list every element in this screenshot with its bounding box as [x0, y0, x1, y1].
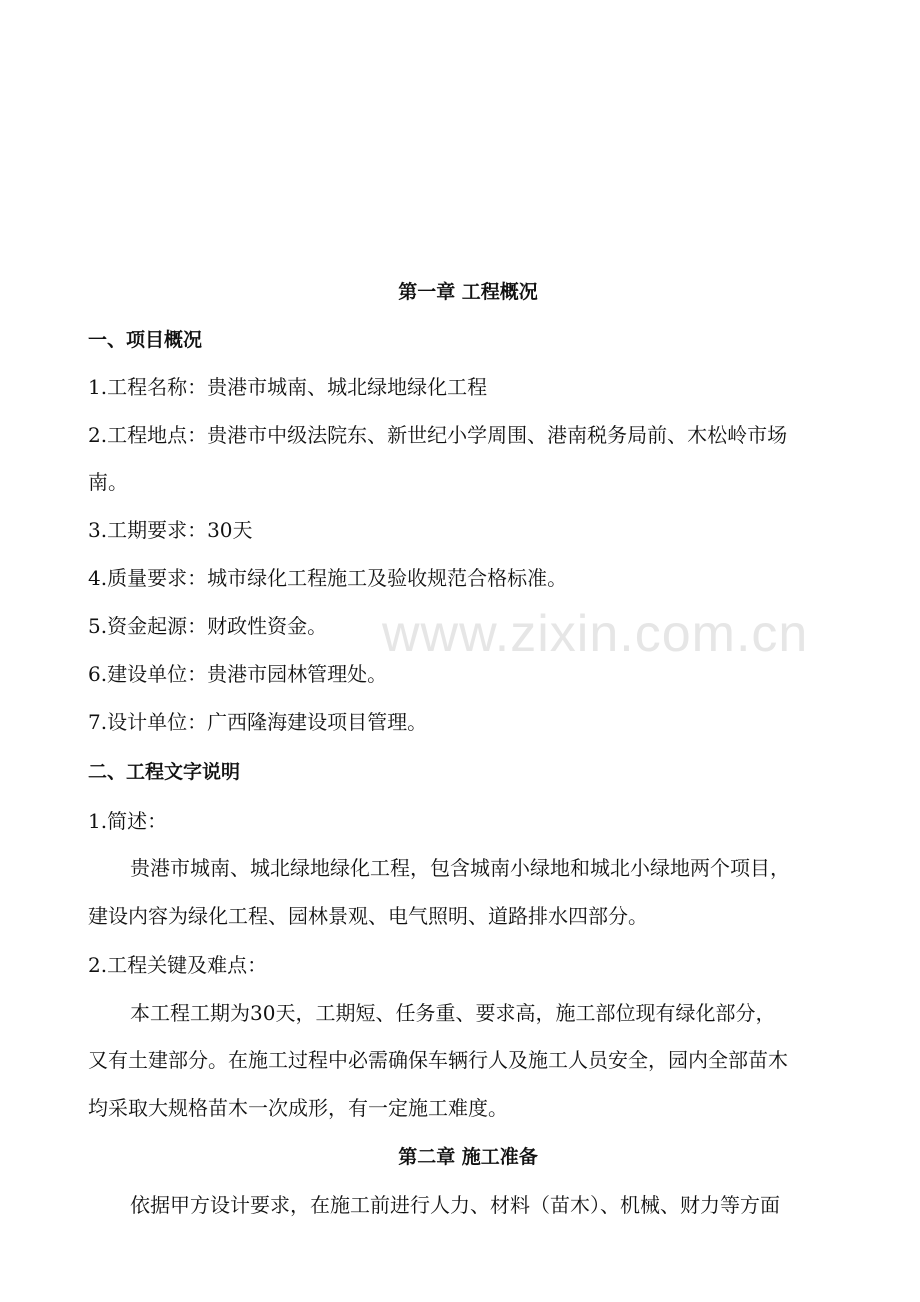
- key-points-line-1: 本工程工期为30天，工期短、任务重、要求高，施工部位现有绿化部分，: [130, 1001, 776, 1025]
- watermark: www.zixin.com.cn: [382, 605, 809, 663]
- item-owner: 6.建设单位：贵港市园林管理处。: [88, 662, 388, 686]
- chapter-2-line-1: 依据甲方设计要求，在施工前进行人力、材料（苗木）、机械、财力等方面: [130, 1193, 780, 1217]
- item-designer: 7.设计单位：广西隆海建设项目管理。: [88, 710, 428, 734]
- section-2-heading: 二、工程文字说明: [88, 761, 241, 783]
- item-quality: 4.质量要求：城市绿化工程施工及验收规范合格标准。: [88, 566, 568, 590]
- chapter-2-title: 第二章 施工准备: [398, 1146, 538, 1168]
- overview-line-2: 建设内容为绿化工程、园林景观、电气照明、道路排水四部分。: [88, 904, 648, 928]
- item-project-location: 2.工程地点：贵港市中级法院东、新世纪小学周围、港南税务局前、木松岭市场: [88, 423, 788, 447]
- item-funding: 5.资金起源：财政性资金。: [88, 614, 328, 638]
- key-points-line-3: 均采取大规格苗木一次成形，有一定施工难度。: [88, 1096, 508, 1120]
- chapter-1-title: 第一章 工程概况: [398, 281, 538, 303]
- subsection-key-points-heading: 2.工程关键及难点：: [88, 953, 268, 977]
- subsection-overview-heading: 1.简述：: [88, 809, 168, 833]
- key-points-line-2: 又有土建部分。在施工过程中必需确保车辆行人及施工人员安全，园内全部苗木: [88, 1048, 788, 1072]
- section-1-heading: 一、项目概况: [88, 329, 203, 351]
- item-project-location-cont: 南。: [88, 470, 128, 494]
- overview-line-1: 贵港市城南、城北绿地绿化工程，包含城南小绿地和城北小绿地两个项目，: [130, 856, 790, 880]
- item-project-name: 1.工程名称：贵港市城南、城北绿地绿化工程: [88, 375, 488, 399]
- item-duration: 3.工期要求：30天: [88, 518, 253, 542]
